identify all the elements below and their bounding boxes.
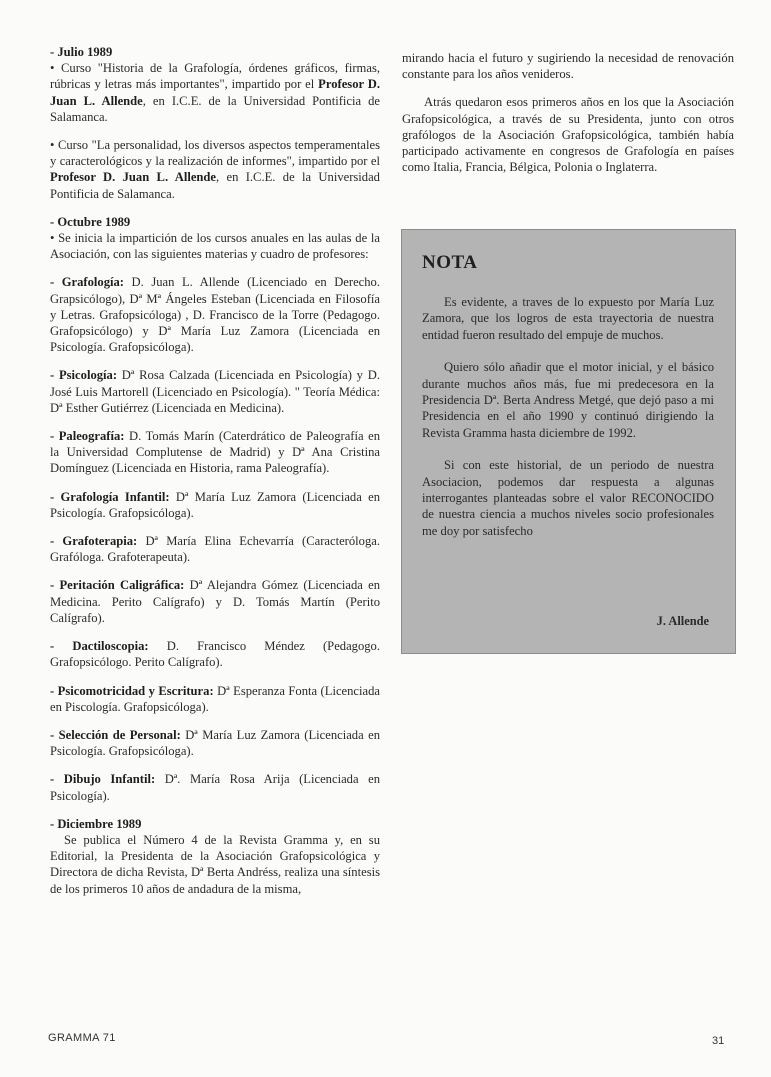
diciembre-1989-section <box>50 816 380 897</box>
nota-paragraph-2: Quiero sólo añadir que el motor inicial, y el básico durante muchos años más, fue mi predecesora en la Presidencia Dª. Berta Andress Metgé, que dejó paso a mi Presidencia en el año 1990 y continuó dirigiendo la Revista Gramma hasta diciembre de 1992. <box>422 360 714 440</box>
footer-publication: GRAMMA 71 <box>48 1032 116 1044</box>
subject-psicologia: - Psicología: Dª Rosa Calzada (Licenciada en Psicología) y D. José Luis Martorell (Licenciado en Psicología). " Teoría Médica: Dª Esther Gutiérrez (Licenciada en Medicina). <box>50 368 380 415</box>
subject-grafologia: - Grafología: D. Juan L. Allende (Licenciado en Derecho. Grapsicólogo), Dª Mª Ángeles Esteban (Licenciada en Filosofía y Letras. Grafopsicóloga) , D. Francisco de la Torre (Pedagogo. Grafopsicólogo) y Dª María Luz Zamora (Licenciada en Psicología. Grafopsicóloga). <box>50 275 380 355</box>
subject-grafoterapia: - Grafoterapia: Dª María Elina Echevarría (Caracteróloga. Grafóloga. Grafoterapeuta). <box>50 534 380 565</box>
nota-signature: J. Allende <box>656 614 709 628</box>
gramma-4-paragraph: Se publica el Número 4 de la Revista Gramma y, en su Editorial, la Presidenta de la Asociación Grafopsicológica y Directora de dicha Revista, Dª Berta Andréss, realiza una síntesis de los primeros 10 años de andadura de la misma, <box>50 832 380 896</box>
right-paragraph-2: Atrás quedaron esos primeros años en los que la Asociación Grafopsicológica, a través de su Presidenta, junto con otros grafólogos de la Asociación Grafopsicológica, también había participado activamente en congresos de Grafología en países como Italia, Francia, Bélgica, Polonia o Inglaterra. <box>402 95 734 175</box>
subject-paleografia: - Paleografía: D. Tomás Marín (Caterdrático de Paleografía en la Universidad Complutense de Madrid) y Dª Ana Cristina Domínguez (Licenciada en Historia, rama Paleografía). <box>50 429 380 476</box>
octubre-1989-section <box>50 214 380 263</box>
section-date: - Diciembre 1989 <box>50 816 142 831</box>
course-entry-2: • Curso "La personalidad, los diversos aspectos temperamentales y caracterológicos y la realización de informes", impartido por el Profesor D. Juan L. Allende, en I.C.E. de la Universidad Pontificia de Salamanca. <box>50 138 380 201</box>
subject-dibujo-infantil: - Dibujo Infantil: Dª. María Rosa Arija (Licenciada en Psicología). <box>50 772 380 803</box>
subject-seleccion-personal: - Selección de Personal: Dª María Luz Zamora (Licenciada en Psicología. Grafopsicóloga). <box>50 727 380 759</box>
left-column <box>50 44 380 897</box>
nota-box <box>401 229 736 654</box>
section-date: - Octubre 1989 <box>50 214 131 229</box>
section-date: - Julio 1989 <box>50 45 113 59</box>
nota-body <box>422 294 714 555</box>
course-entry: • Curso "Historia de la Grafología, órdenes gráficos, firmas, rúbricas y letras más importantes", impartido por el Profesor D. Juan L. Allende, en I.C.E. de la Universidad Pontificia de Salamanca. <box>50 61 380 124</box>
right-paragraph-1: mirando hacia el futuro y sugiriendo la necesidad de renovación constante para los años venideros. <box>402 51 734 82</box>
nota-paragraph-3: Si con este historial, de un periodo de nuestra Asociacion, podemos dar respuesta a algunas interrogantes planteadas sobre el valor RECONOCIDO de nuestra ciencia a muchos niveles socio profesionales me doy por satisfecho <box>422 458 714 538</box>
nota-paragraph-1: Es evidente, a traves de lo expuesto por María Luz Zamora, que los logros de esta trayectoria de nuestra entidad fueron resultado del empuje de muchos. <box>422 295 714 342</box>
nota-title: NOTA <box>422 252 478 273</box>
subject-psicomotricidad: - Psicomotricidad y Escritura: Dª Esperanza Fonta (Licenciada en Piscología. Grafopsicóloga). <box>50 683 380 714</box>
julio-1989-section <box>50 44 380 125</box>
subject-dactiloscopia: - Dactiloscopia: D. Francisco Méndez (Pedagogo. Grafopsicólogo. Perito Calígrafo). <box>50 639 381 670</box>
footer-page-number: 31 <box>712 1035 725 1047</box>
subject-peritacion: - Peritación Caligráfica: Dª Alejandra Gómez (Licenciada en Medicina. Perito Calígrafo) y D. Tomás Martín (Perito Calígrafo). <box>50 578 381 625</box>
subject-grafologia-infantil: - Grafología Infantil: Dª María Luz Zamora (Licenciada en Psicología. Grafopsicóloga). <box>50 489 380 520</box>
courses-intro: • Se inicia la impartición de los cursos anuales en las aulas de la Asociación, con las siguientes materias y cuadro de profesores: <box>50 231 380 262</box>
right-column <box>402 50 734 175</box>
